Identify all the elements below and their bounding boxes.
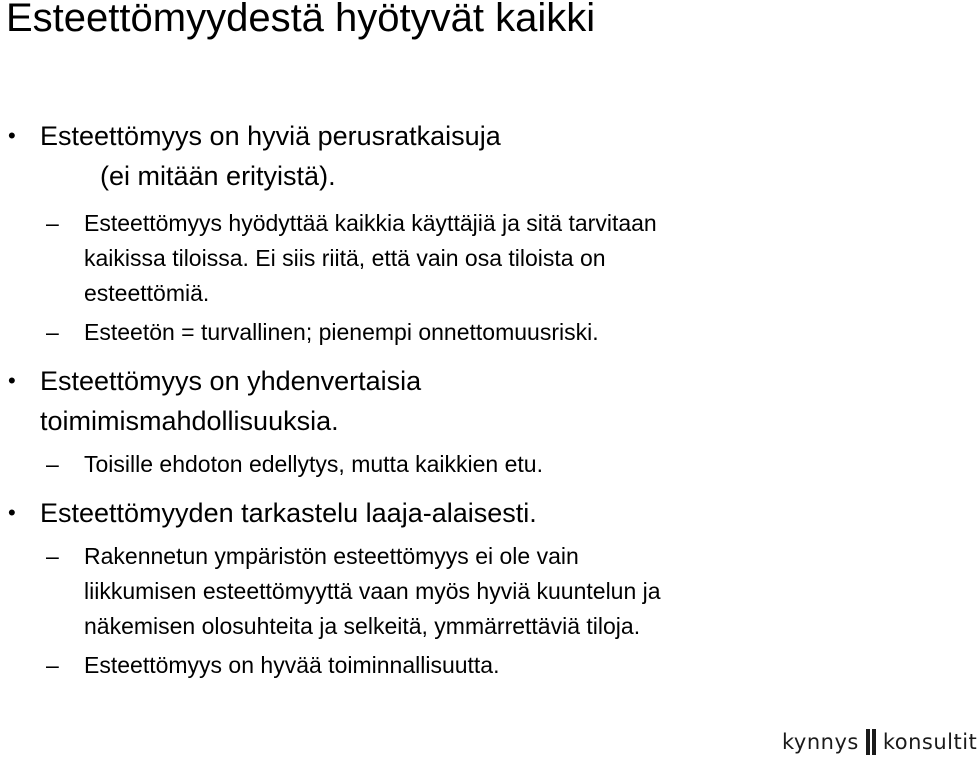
sub-bullet-text: esteettömiä. bbox=[84, 280, 210, 306]
logo-bars-icon bbox=[866, 729, 876, 755]
bullet-marker: • bbox=[8, 368, 16, 393]
bullet-text: Esteettömyys on hyviä perusratkaisuja bbox=[40, 121, 501, 151]
bullet-marker: • bbox=[8, 123, 16, 148]
sub-bullet-item bbox=[46, 206, 657, 311]
bullet-item bbox=[8, 361, 422, 441]
dash-marker: – bbox=[46, 319, 59, 345]
bullet-marker: • bbox=[8, 500, 16, 525]
bullet-text: (ei mitään erityistä). bbox=[100, 161, 336, 191]
sub-bullet-item bbox=[46, 447, 543, 482]
dash-marker: – bbox=[46, 451, 59, 477]
slide-title: Esteettömyydestä hyötyvät kaikki bbox=[6, 0, 596, 40]
sub-bullet-text: Rakennetun ympäristön esteettömyys ei ole vain bbox=[84, 543, 579, 569]
sub-bullet-text: Esteetön = turvallinen; pienempi onnettomuusriski. bbox=[84, 319, 599, 345]
sub-bullet-item bbox=[46, 539, 661, 644]
sub-bullet-text: Esteettömyys on hyvää toiminnallisuutta. bbox=[84, 652, 500, 678]
bullet-item bbox=[8, 493, 537, 533]
logo-right-word: konsultit bbox=[882, 730, 977, 754]
dash-marker: – bbox=[46, 652, 59, 678]
sub-bullet-text: näkemisen olosuhteita ja selkeitä, ymmärrettäviä tiloja. bbox=[84, 613, 641, 639]
sub-bullet-text: Esteettömyys hyödyttää kaikkia käyttäjiä ja sitä tarvitaan bbox=[84, 210, 657, 236]
sub-bullet-item bbox=[46, 648, 500, 683]
sub-bullet-text: liikkumisen esteettömyyttä vaan myös hyviä kuuntelun ja bbox=[84, 578, 661, 604]
sub-bullet-text: kaikissa tiloissa. Ei siis riitä, että vain osa tiloista on bbox=[84, 245, 606, 271]
bullet-text: Esteettömyys on yhdenvertaisia bbox=[40, 366, 422, 396]
sub-bullet-text: Toisille ehdoton edellytys, mutta kaikkien etu. bbox=[84, 451, 543, 477]
logo-left-word: kynnys bbox=[782, 730, 859, 754]
sub-bullet-item bbox=[46, 315, 599, 350]
bullet-item bbox=[8, 116, 501, 196]
company-logo bbox=[782, 726, 977, 758]
dash-marker: – bbox=[46, 210, 59, 236]
bullet-text: toimimismahdollisuuksia. bbox=[40, 406, 339, 436]
dash-marker: – bbox=[46, 543, 59, 569]
bullet-text: Esteettömyyden tarkastelu laaja-alaisesti. bbox=[40, 498, 537, 528]
